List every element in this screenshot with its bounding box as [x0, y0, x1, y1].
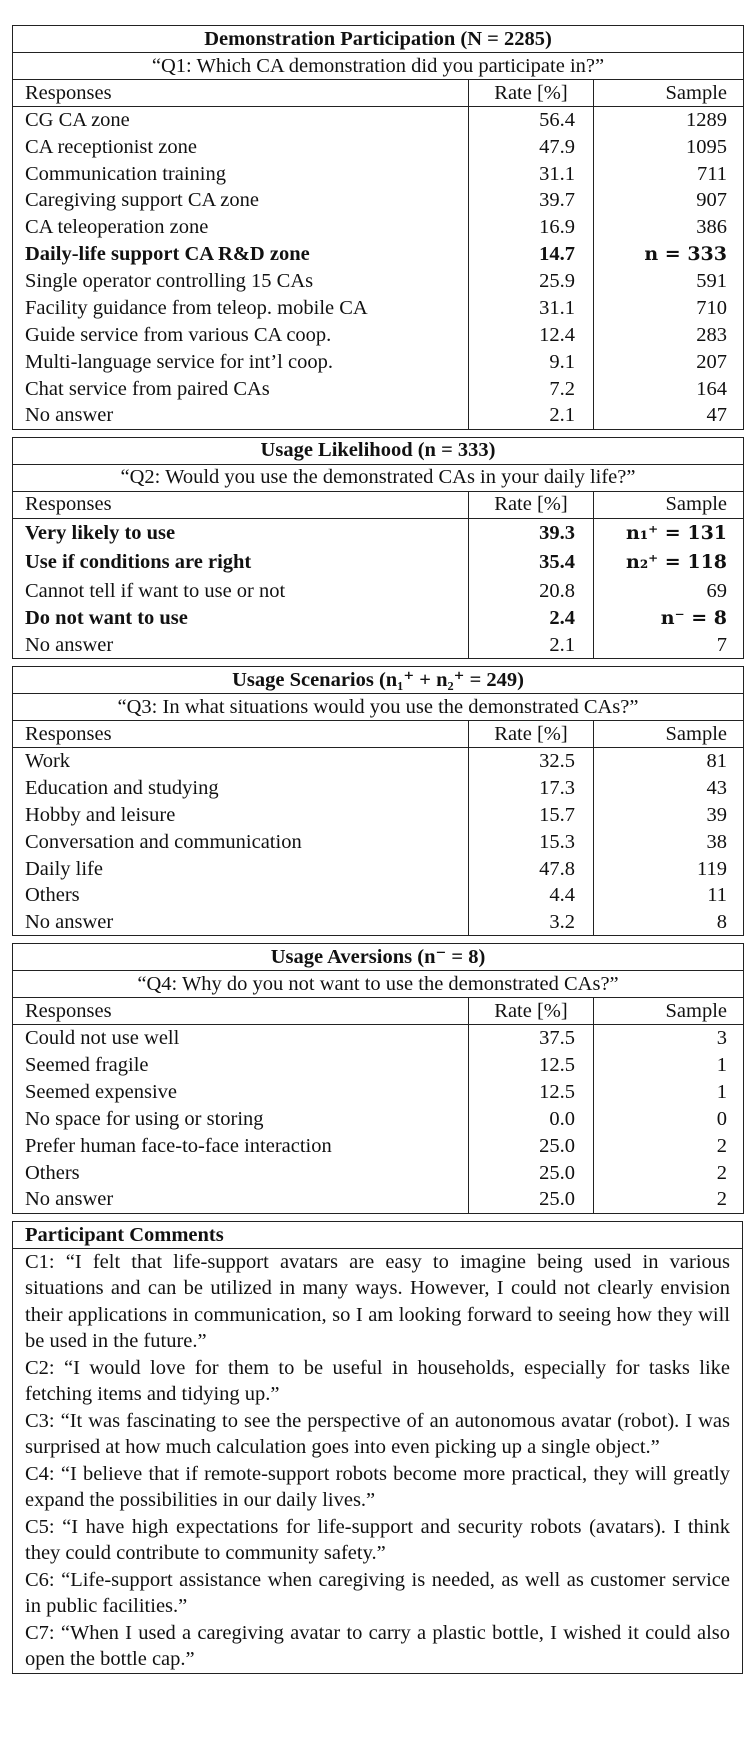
rate-cell: 0.0 [469, 1106, 594, 1133]
response-cell: CA teleoperation zone [25, 216, 209, 239]
sample-cell: 1 [716, 1054, 728, 1077]
rate-cell: 35.4 [469, 548, 594, 578]
sample-cell: 1 [716, 1081, 728, 1104]
sample-cell: 591 [696, 270, 727, 293]
response-cell: Work [25, 750, 71, 773]
rate-cell: 17.3 [469, 775, 594, 802]
response-cell: Others [25, 884, 80, 907]
rate-cell: 12.5 [469, 1079, 594, 1106]
table-row [13, 1079, 744, 1106]
q1-header-row [13, 80, 744, 107]
response-cell: Communication training [25, 162, 226, 185]
rate-cell: 39.3 [469, 518, 594, 548]
response-cell: Daily-life support CA R&D zone [25, 243, 310, 266]
table-row [13, 1186, 744, 1213]
table-row [13, 160, 744, 187]
rate-cell: 25.9 [469, 268, 594, 295]
response-cell: Use if conditions are right [25, 551, 252, 574]
response-cell: Caregiving support CA zone [25, 189, 260, 212]
sample-cell: 386 [696, 216, 727, 239]
rate-cell: 20.8 [469, 577, 594, 604]
sample-cell: 2 [716, 1134, 728, 1157]
rate-cell: 15.7 [469, 802, 594, 829]
table-row-highlighted [13, 604, 744, 631]
response-cell: No answer [25, 911, 114, 934]
rate-cell: 31.1 [469, 160, 594, 187]
response-cell: Education and studying [25, 776, 219, 799]
rate-cell: 14.7 [469, 241, 594, 268]
q3-header-row [13, 721, 744, 748]
sample-cell: 39 [706, 803, 728, 826]
rate-cell: 47.8 [469, 855, 594, 882]
table-row [13, 322, 744, 349]
response-cell: No space for using or storing [25, 1107, 264, 1130]
sample-cell: 164 [696, 377, 727, 400]
table-row [13, 1133, 744, 1160]
sample-cell: n₁⁺ = 131 [626, 521, 728, 544]
q3-question: “Q3: In what situations would you use the demonstrated CAs?” [13, 694, 744, 721]
col-sample-header: Sample [594, 721, 744, 748]
table-row [13, 775, 744, 802]
sample-cell: 119 [697, 857, 728, 880]
rate-cell: 3.2 [469, 909, 594, 936]
table-row [13, 577, 744, 604]
rate-cell: 56.4 [469, 107, 594, 134]
response-cell: Very likely to use [25, 521, 176, 544]
table-row [13, 1052, 744, 1079]
col-rate-header: Rate [%] [469, 80, 594, 107]
sample-cell: 38 [706, 830, 728, 853]
table-row [13, 107, 744, 134]
table-row [13, 855, 744, 882]
sample-cell: 2 [716, 1161, 728, 1184]
table-row [13, 802, 744, 829]
q4-table [12, 943, 744, 1213]
rate-cell: 39.7 [469, 187, 594, 214]
response-cell: Multi-language service for int’l coop. [25, 350, 333, 373]
rate-cell: 15.3 [469, 828, 594, 855]
q4-title: Usage Aversions (n⁻ = 8) [13, 944, 744, 971]
response-cell: Hobby and leisure [25, 803, 176, 826]
rate-cell: 7.2 [469, 375, 594, 402]
response-cell: Conversation and communication [25, 830, 302, 853]
response-cell: Do not want to use [25, 606, 188, 629]
rate-cell: 2.4 [469, 604, 594, 631]
col-sample-header: Sample [594, 998, 744, 1025]
rate-cell: 12.5 [469, 1052, 594, 1079]
table-row [13, 187, 744, 214]
response-cell: Could not use well [25, 1027, 180, 1050]
table-row [13, 375, 744, 402]
col-responses-header: Responses [13, 721, 469, 748]
sample-cell: 81 [706, 750, 728, 773]
q2-table [12, 437, 744, 660]
table-row [13, 133, 744, 160]
comment-c7: C7: “When I used a caregiving avatar to carry a plastic bottle, I wished it could also open the bottle cap.” [25, 1621, 730, 1671]
table-row [13, 748, 744, 775]
comments-table [12, 1221, 743, 1674]
response-cell: Single operator controlling 15 CAs [25, 270, 314, 293]
sample-cell: 1095 [686, 135, 727, 158]
comment-c4: C4: “I believe that if remote-support robots become more practical, they will greatly expand the possibilities in our daily lives.” [25, 1462, 730, 1512]
table-row [13, 1159, 744, 1186]
col-responses-header: Responses [13, 998, 469, 1025]
table-row [13, 828, 744, 855]
table-row [13, 882, 744, 909]
sample-cell: n₂⁺ = 118 [626, 551, 728, 574]
rate-cell: 47.9 [469, 133, 594, 160]
response-cell: Seemed expensive [25, 1081, 177, 1104]
q2-title: Usage Likelihood (n = 333) [13, 437, 744, 464]
table-row [13, 295, 744, 322]
comments-body [13, 1248, 743, 1673]
response-cell: CA receptionist zone [25, 135, 197, 158]
col-sample-header: Sample [594, 491, 744, 518]
rate-cell: 37.5 [469, 1025, 594, 1052]
response-cell: CG CA zone [25, 109, 130, 131]
response-cell: Others [25, 1161, 80, 1184]
comment-c2: C2: “I would love for them to be useful in households, especially for tasks like fetching items and tidying up.” [25, 1356, 730, 1406]
table-row-highlighted [13, 518, 744, 548]
response-cell: Cannot tell if want to use or not [25, 579, 286, 602]
sample-cell: 7 [716, 633, 728, 656]
rate-cell: 9.1 [469, 349, 594, 376]
sample-cell: 710 [696, 296, 727, 319]
sample-cell: 283 [696, 323, 727, 346]
rate-cell: 12.4 [469, 322, 594, 349]
sample-cell: 0 [716, 1107, 728, 1130]
comment-c5: C5: “I have high expectations for life-support and security robots (avatars). I think they could contribute to community safety.” [25, 1515, 730, 1565]
q1-table [12, 25, 744, 430]
q4-header-row [13, 998, 744, 1025]
sample-cell: 907 [696, 189, 727, 212]
table-row [13, 1025, 744, 1052]
response-cell: Prefer human face-to-face interaction [25, 1134, 332, 1157]
table-row-highlighted [13, 241, 744, 268]
sample-cell: 47 [706, 404, 727, 427]
rate-cell: 32.5 [469, 748, 594, 775]
rate-cell: 16.9 [469, 214, 594, 241]
rate-cell: 2.1 [469, 632, 594, 659]
response-cell: Facility guidance from teleop. mobile CA [25, 296, 368, 319]
table-row [13, 909, 744, 936]
col-responses-header: Responses [13, 80, 469, 107]
comment-c1: C1: “I felt that life-support avatars are easy to imagine being used in various situations and can be utilized in many ways. However, I could not clearly envision their applications in communication, so I am looking forward to seeing how they will be used in the future.” [25, 1250, 730, 1353]
q1-question: “Q1: Which CA demonstration did you participate in?” [13, 53, 744, 80]
response-cell: Daily life [25, 857, 103, 880]
response-cell: No answer [25, 404, 114, 427]
sample-cell: 8 [716, 911, 728, 934]
comments-title: Participant Comments [13, 1221, 743, 1248]
table-row [13, 214, 744, 241]
sample-cell: 1289 [686, 109, 727, 131]
response-cell: Chat service from paired CAs [25, 377, 270, 400]
sample-cell: 43 [706, 776, 728, 799]
table-row [13, 349, 744, 376]
sample-cell: 69 [706, 579, 728, 602]
col-sample-header: Sample [594, 80, 744, 107]
q2-header-row [13, 491, 744, 518]
comment-c6: C6: “Life-support assistance when caregiving is needed, as well as customer service in public facilities.” [25, 1568, 730, 1618]
sample-cell: n⁻ = 8 [660, 606, 728, 629]
col-rate-header: Rate [%] [469, 998, 594, 1025]
rate-cell: 25.0 [469, 1159, 594, 1186]
rate-cell: 25.0 [469, 1186, 594, 1213]
response-cell: Guide service from various CA coop. [25, 323, 332, 346]
q2-question: “Q2: Would you use the demonstrated CAs in your daily life?” [13, 464, 744, 491]
sample-cell: 2 [716, 1188, 728, 1211]
q3-table [12, 666, 744, 936]
sample-cell: 11 [707, 884, 728, 907]
table-row [13, 632, 744, 659]
response-cell: No answer [25, 633, 114, 656]
sample-cell: 3 [716, 1027, 728, 1050]
table-row [13, 402, 744, 429]
response-cell: Seemed fragile [25, 1054, 149, 1077]
rate-cell: 2.1 [469, 402, 594, 429]
rate-cell: 25.0 [469, 1133, 594, 1160]
table-row [13, 1106, 744, 1133]
response-cell: No answer [25, 1188, 114, 1211]
table-row-highlighted [13, 548, 744, 578]
sample-cell: 711 [697, 162, 727, 185]
q1-title: Demonstration Participation (N = 2285) [13, 26, 744, 53]
rate-cell: 31.1 [469, 295, 594, 322]
q4-question: “Q4: Why do you not want to use the demonstrated CAs?” [13, 971, 744, 998]
col-rate-header: Rate [%] [469, 721, 594, 748]
table-row [13, 268, 744, 295]
col-responses-header: Responses [13, 491, 469, 518]
col-rate-header: Rate [%] [469, 491, 594, 518]
sample-cell: 207 [696, 350, 727, 373]
rate-cell: 4.4 [469, 882, 594, 909]
comment-c3: C3: “It was fascinating to see the perspective of an autonomous avatar (robot). I was surprised at how much calculation goes into even picking up a single object.” [25, 1409, 730, 1459]
sample-cell: n = 333 [644, 243, 727, 266]
q3-title: Usage Scenarios (n₁⁺ + n₂⁺ = 249) [13, 667, 744, 694]
